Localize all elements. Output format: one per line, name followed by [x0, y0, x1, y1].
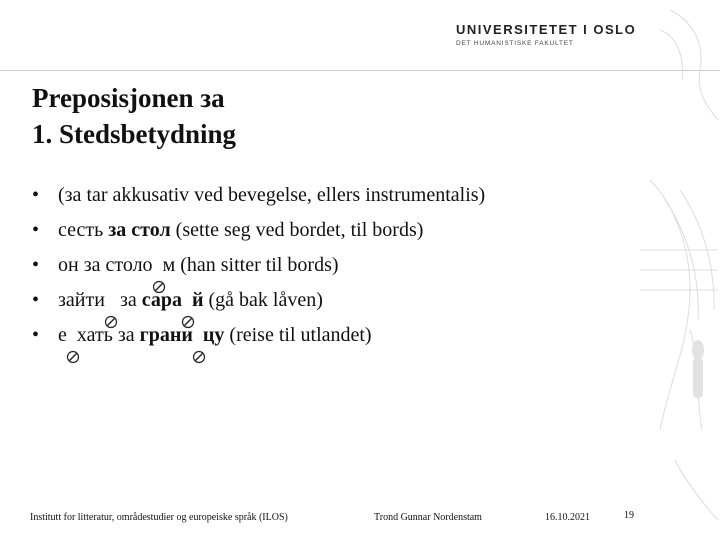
slide-title-line-1: Preposisjonen за — [32, 83, 225, 113]
university-logo[interactable] — [446, 14, 636, 54]
list-item-text: за — [114, 289, 142, 311]
list-item-text: хать за — [76, 324, 140, 346]
logo-text — [456, 22, 636, 47]
slide-title-line-2: 1. Stedsbetydning — [32, 119, 237, 149]
list-item-text: (gå bak låven) — [203, 289, 323, 311]
faculty-name: DET HUMANISTISKE FAKULTET — [456, 39, 574, 47]
bullet-list — [32, 178, 632, 353]
list-item — [32, 248, 632, 283]
bullet-marker: • — [32, 254, 40, 276]
list-item-text: (reise til utlandet) — [224, 324, 372, 346]
list-item-text: м (han sitter til bords) — [162, 254, 339, 276]
list-item — [32, 318, 632, 353]
footer-date: 16.10.2021 — [545, 512, 590, 523]
bullet-marker: • — [32, 219, 40, 241]
emphasis-text: й — [191, 289, 204, 311]
page-number: 19 — [624, 510, 634, 521]
emphasis-text: цу — [202, 324, 225, 346]
footer-author: Trond Gunnar Nordenstam — [374, 512, 482, 523]
list-item-text: е — [58, 324, 67, 346]
list-item — [32, 283, 632, 318]
list-item — [32, 213, 632, 248]
list-item — [32, 178, 632, 213]
decorative-engraving — [630, 0, 720, 540]
bullet-marker: • — [32, 324, 40, 346]
bullet-marker: • — [32, 184, 40, 206]
slide-title — [32, 80, 592, 152]
list-item-text: сесть — [58, 219, 109, 241]
bullet-marker: • — [32, 289, 40, 311]
list-item-text: он за столо — [58, 254, 153, 276]
list-item-text: (sette seg ved bordet, til bords) — [170, 219, 424, 241]
university-name: UNIVERSITETET I OSLO — [456, 21, 637, 37]
list-item-text: зайти — [58, 289, 105, 311]
emphasis-text: за стол — [108, 219, 171, 241]
header-divider — [0, 70, 720, 71]
footer-institute: Institutt for litteratur, områdestudier og europeiske språk (ILOS) — [30, 512, 288, 523]
emphasis-text: грани — [139, 324, 193, 346]
list-item-text: (за tar akkusativ ved bevegelse, ellers instrumentalis) — [58, 184, 486, 206]
emphasis-text: сара — [141, 289, 182, 311]
